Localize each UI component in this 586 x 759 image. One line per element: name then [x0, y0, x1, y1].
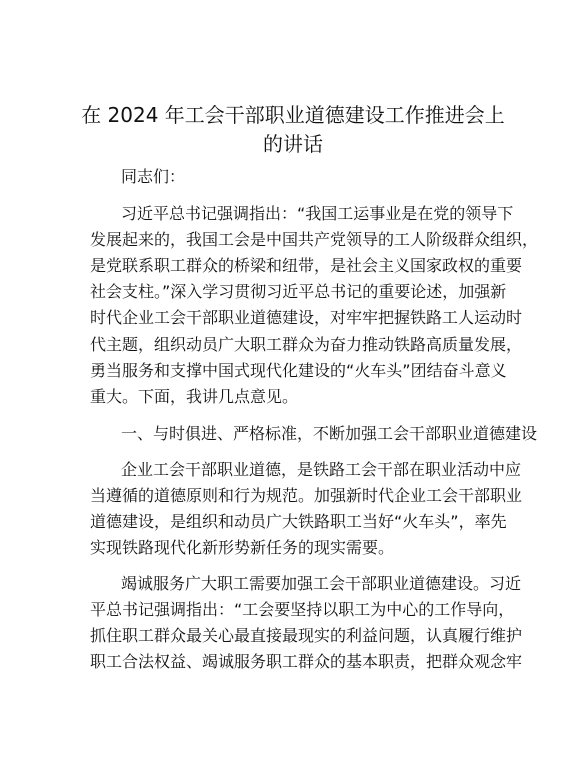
paragraph-line: 抓住职工群众最关心最直接最现实的利益问题，认真履行维护 [90, 626, 523, 645]
paragraph-line: 道德建设，是组织和动员广大铁路职工当好“火车头”，率先 [90, 512, 507, 531]
paragraph-line: 企业工会干部职业道德，是铁路工会干部在职业活动中应 [121, 460, 522, 479]
paragraph-line: 习近平总书记强调指出：“我国工运事业是在党的领导下 [121, 204, 514, 223]
paragraph-line: 实现铁路现代化新形势新任务的现实需要。 [90, 538, 395, 557]
paragraph-line: 社会支柱。”深入学习贯彻习近平总书记的重要论述，加强新 [90, 282, 507, 301]
document-title-line-1: 在 2024 年工会干部职业道德建设工作推进会上 [81, 103, 505, 127]
paragraph-line: 当遵循的道德原则和行为规范。加强新时代企业工会干部职业 [90, 486, 523, 505]
paragraph-line: 是党联系职工群众的桥梁和纽带，是社会主义国家政权的重要 [90, 256, 523, 275]
paragraph-line: 勇当服务和支撑中国式现代化建设的“火车头”团结奋斗意义 [90, 361, 507, 380]
paragraph-line: 重大。下面，我讲几点意见。 [90, 387, 299, 406]
paragraph-line: 职工合法权益、竭诚服务职工群众的基本职责，把群众观念牢 [90, 652, 523, 671]
document-title-line-2: 的讲话 [263, 132, 323, 156]
section-heading: 一、与时俱进、严格标准，不断加强工会干部职业道德建设 [121, 424, 538, 443]
paragraph-line: 时代企业工会干部职业道德建设，对牢牢把握铁路工人运动时 [90, 308, 523, 327]
paragraph-line: 竭诚服务广大职工需要加强工会干部职业道德建设。习近 [121, 574, 522, 593]
paragraph-line: 发展起来的，我国工会是中国共产党领导的工人阶级群众组织， [90, 230, 539, 249]
greeting: 同志们： [121, 167, 186, 186]
paragraph-line: 平总书记强调指出：“工会要坚持以职工为中心的工作导向， [90, 600, 515, 619]
paragraph-line: 代主题，组织动员广大职工群众为奋力推动铁路高质量发展， [90, 335, 523, 354]
